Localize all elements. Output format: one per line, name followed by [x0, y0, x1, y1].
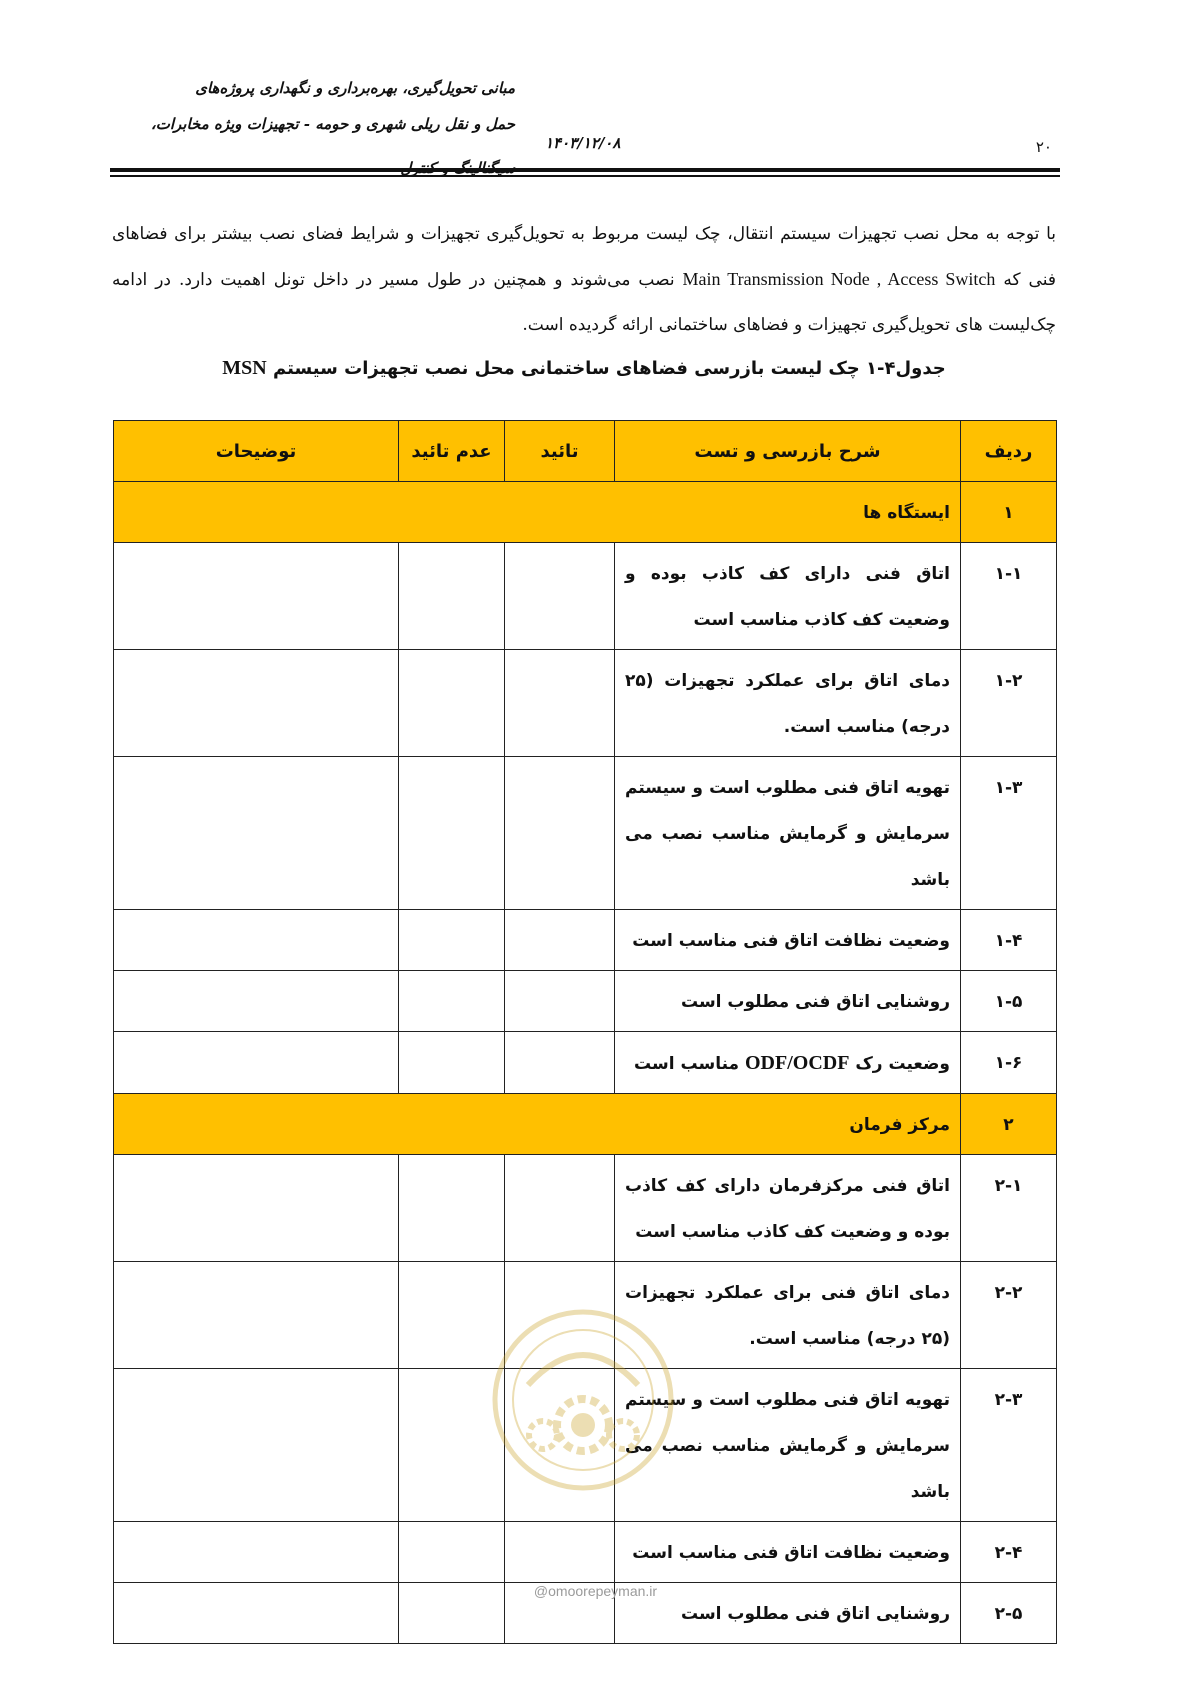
document-date: ۱۴۰۳/۱۲/۰۸ [545, 134, 621, 152]
row-description [615, 1032, 961, 1094]
approved-cell[interactable] [505, 757, 615, 910]
intro-paragraph [112, 212, 1056, 348]
row-description: وضعیت نظافت اتاق فنی مناسب است [615, 1522, 961, 1583]
not-approved-cell[interactable] [399, 910, 505, 971]
title-line-2: حمل و نقل ریلی شهری و حومه - تجهیزات ویژه مخابرات، [150, 115, 515, 133]
row-description: اتاق فنی مرکزفرمان دارای کف کاذب بوده و وضعیت کف کاذب مناسب است [615, 1155, 961, 1262]
table-row [114, 910, 1057, 971]
row-description: اتاق فنی دارای کف کاذب بوده و وضعیت کف کاذب مناسب است [615, 543, 961, 650]
header-row-no: ردیف [961, 421, 1057, 482]
row-description: تهویه اتاق فنی مطلوب است و سیستم سرمایش و گرمایش مناسب نصب می باشد [615, 1369, 961, 1522]
header-rule-thin [110, 175, 1060, 177]
table-row [114, 650, 1057, 757]
row-no: ۲-۳ [961, 1369, 1057, 1522]
footer-url: @omoorepeyman.ir [533, 1583, 658, 1599]
header-notes: توضیحات [114, 421, 399, 482]
title-line-3 [151, 142, 515, 186]
notes-cell[interactable] [114, 1262, 399, 1369]
row-no: ۱-۱ [961, 543, 1057, 650]
not-approved-cell[interactable] [399, 757, 505, 910]
notes-cell[interactable] [114, 1032, 399, 1094]
table-row [114, 1032, 1057, 1094]
not-approved-cell[interactable] [399, 543, 505, 650]
table-row [114, 1522, 1057, 1583]
caption-text: جدول۴-۱ چک لیست بازرسی فضاهای ساختمانی محل نصب تجهیزات سیستم [266, 358, 946, 379]
row-no: ۲-۴ [961, 1522, 1057, 1583]
section-title: مرکز فرمان [114, 1094, 961, 1155]
title-line-1: مبانی تحویل‌گیری، بهره‌برداری و نگهداری پروژه‌های [195, 79, 515, 97]
notes-cell[interactable] [114, 910, 399, 971]
caption-latin: MSN [222, 357, 267, 379]
notes-cell[interactable] [114, 543, 399, 650]
not-approved-cell[interactable] [399, 650, 505, 757]
header-approved: تائید [505, 421, 615, 482]
row-description: روشنایی اتاق فنی مطلوب است [615, 1583, 961, 1644]
row-no: ۲-۲ [961, 1262, 1057, 1369]
notes-cell[interactable] [114, 1522, 399, 1583]
page-number: ۲۰ [1035, 138, 1052, 156]
section-no: ۲ [961, 1094, 1057, 1155]
approved-cell[interactable] [505, 910, 615, 971]
section-row-stations [114, 482, 1057, 543]
section-row-control-center [114, 1094, 1057, 1155]
section-no: ۱ [961, 482, 1057, 543]
notes-cell[interactable] [114, 650, 399, 757]
row-description: تهویه اتاق فنی مطلوب است و سیستم سرمایش و گرمایش مناسب نصب می باشد [615, 757, 961, 910]
approved-cell[interactable] [505, 650, 615, 757]
row-no: ۱-۴ [961, 910, 1057, 971]
table-row [114, 1155, 1057, 1262]
row-no: ۱-۳ [961, 757, 1057, 910]
row-description: دمای اتاق برای عملکرد تجهیزات (۲۵ درجه) مناسب است. [615, 650, 961, 757]
intro-text-1: با توجه به محل نصب تجهیزات سیستم انتقال، چک لیست مربوط به تحویل‌گیری تجهیزات و شرایط فضای نصب بیشتر برای فضاهای فنی که [112, 224, 1056, 290]
row-no: ۱-۵ [961, 971, 1057, 1032]
notes-cell[interactable] [114, 1369, 399, 1522]
not-approved-cell[interactable] [399, 971, 505, 1032]
row-description: وضعیت نظافت اتاق فنی مناسب است [615, 910, 961, 971]
row-desc-latin: ODF/OCDF [745, 1052, 850, 1074]
approved-cell[interactable] [505, 1522, 615, 1583]
header-description: شرح بازرسی و تست [615, 421, 961, 482]
header-not-approved: عدم تائید [399, 421, 505, 482]
approved-cell[interactable] [505, 543, 615, 650]
table-row [114, 971, 1057, 1032]
table-row [114, 757, 1057, 910]
table-row [114, 543, 1057, 650]
approved-cell[interactable] [505, 971, 615, 1032]
row-no: ۲-۱ [961, 1155, 1057, 1262]
row-desc-post: مناسب است [634, 1054, 745, 1074]
row-no: ۱-۲ [961, 650, 1057, 757]
row-desc-pre: وضعیت رک [849, 1054, 950, 1074]
not-approved-cell[interactable] [399, 1032, 505, 1094]
table-header-row [114, 421, 1057, 482]
row-description: دمای اتاق فنی برای عملکرد تجهیزات (۲۵ درجه) مناسب است. [615, 1262, 961, 1369]
notes-cell[interactable] [114, 757, 399, 910]
not-approved-cell[interactable] [399, 1522, 505, 1583]
table-caption [112, 357, 1056, 380]
notes-cell[interactable] [114, 1155, 399, 1262]
approved-cell[interactable] [505, 1155, 615, 1262]
organization-seal-icon [488, 1305, 678, 1495]
intro-latin-terms: Main Transmission Node , Access Switch [682, 269, 996, 289]
approved-cell[interactable] [505, 1032, 615, 1094]
header-rule-thick [110, 168, 1060, 172]
row-no: ۲-۵ [961, 1583, 1057, 1644]
row-description: روشنایی اتاق فنی مطلوب است [615, 971, 961, 1032]
section-title: ایستگاه ها [114, 482, 961, 543]
row-no: ۱-۶ [961, 1032, 1057, 1094]
intro-text-2: نصب می‌شوند و همچنین در طول مسیر در داخل تونل اهمیت دارد. در ادامه چک‌لیست های تحویل‌گیری تجهیزات و فضاهای ساختمانی ارائه گردیده است. [112, 270, 1056, 335]
notes-cell[interactable] [114, 971, 399, 1032]
not-approved-cell[interactable] [399, 1155, 505, 1262]
page-header [110, 62, 1060, 178]
